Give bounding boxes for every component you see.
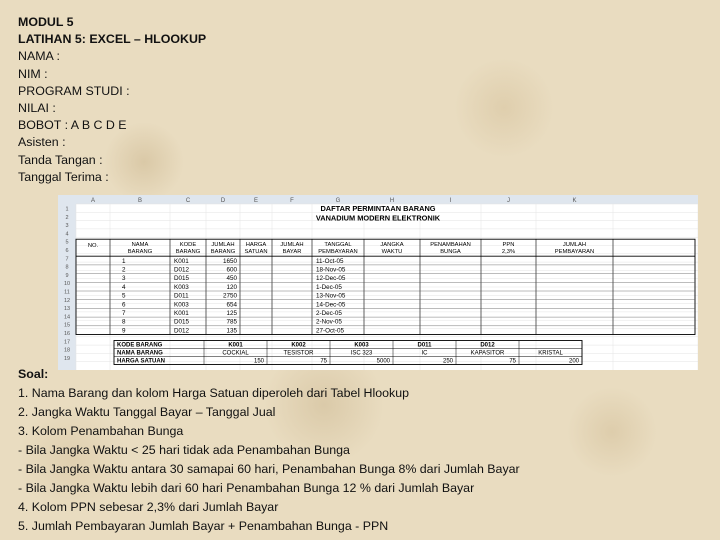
lookup-price: 75 bbox=[509, 358, 516, 365]
question-item: - Bila Jangka Waktu antara 30 samapai 60 hari, Penambahan Bunga 8% dari Jumlah Bayar bbox=[18, 462, 520, 476]
table-header-text: BARANG bbox=[175, 249, 201, 256]
cell-tanggal-pembayaran: 11-Oct-05 bbox=[316, 257, 344, 265]
spreadsheet-image bbox=[58, 195, 698, 370]
field-nama: NAMA : bbox=[18, 49, 60, 64]
lookup-label: HARGA SATUAN bbox=[117, 358, 165, 365]
cell-tanggal-pembayaran: 2-Dec-05 bbox=[316, 310, 342, 317]
question-item: 4. Kolom PPN sebesar 2,3% dari Jumlah Bayar bbox=[18, 500, 279, 514]
cell-kode-barang: D011 bbox=[174, 292, 189, 300]
cell-kode-barang: D015 bbox=[174, 318, 190, 326]
questions-section bbox=[18, 365, 520, 536]
lookup-price: 200 bbox=[568, 358, 579, 365]
row-number: 1 bbox=[65, 206, 69, 213]
row-number: 10 bbox=[63, 281, 71, 288]
cell-jumlah-barang: 2750 bbox=[222, 292, 237, 300]
row-number: 9 bbox=[65, 272, 69, 279]
table-header-text: BAYAR bbox=[282, 249, 302, 256]
row-number: 4 bbox=[65, 231, 69, 238]
row-number: 14 bbox=[63, 314, 71, 321]
field-asisten: Asisten : bbox=[18, 135, 66, 150]
field-bobot: BOBOT : A B C D E bbox=[18, 118, 127, 133]
field-nilai: NILAI : bbox=[18, 101, 56, 116]
cell-no: 5 bbox=[122, 292, 126, 300]
row-number: 5 bbox=[65, 239, 69, 246]
lookup-name: KAPASITOR bbox=[470, 350, 505, 357]
lookup-name: ISC 323 bbox=[350, 350, 373, 357]
question-item: 3. Kolom Penambahan Bunga bbox=[18, 424, 184, 438]
table-header-text: KODE bbox=[179, 242, 197, 249]
questions-heading: Soal: bbox=[18, 367, 49, 381]
cell-no: 9 bbox=[122, 327, 126, 335]
cell-kode-barang: K001 bbox=[174, 257, 189, 265]
cell-no: 6 bbox=[122, 301, 126, 309]
assignment-header bbox=[18, 14, 206, 186]
lookup-name: IC bbox=[421, 350, 428, 357]
field-program-studi: PROGRAM STUDI : bbox=[18, 83, 130, 98]
lookup-name: KRISTAL bbox=[538, 350, 563, 357]
sheet-title: DAFTAR PERMINTAAN BARANG bbox=[320, 204, 436, 213]
column-letter: H bbox=[389, 198, 395, 204]
table-header-text: JUMLAH bbox=[211, 242, 235, 249]
cell-tanggal-pembayaran: 27-Oct-05 bbox=[316, 327, 344, 335]
cell-tanggal-pembayaran: 13-Nov-05 bbox=[316, 292, 346, 300]
cell-tanggal-pembayaran: 2-Nov-05 bbox=[316, 318, 342, 326]
lookup-code: K001 bbox=[228, 342, 243, 349]
spreadsheet-svg bbox=[58, 195, 698, 370]
table-header-text: NO. bbox=[87, 243, 99, 250]
lookup-price: 150 bbox=[253, 358, 264, 365]
table-header-text: BUNGA bbox=[440, 249, 461, 256]
lookup-code: K002 bbox=[291, 342, 306, 349]
column-letter: F bbox=[290, 198, 294, 204]
question-item: 2. Jangka Waktu Tanggal Bayar – Tanggal Jual bbox=[18, 405, 276, 419]
table-header-text: PENAMBAHAN bbox=[430, 242, 471, 249]
cell-jumlah-barang: 120 bbox=[226, 283, 237, 291]
row-number: 12 bbox=[63, 297, 71, 304]
lookup-price: 75 bbox=[320, 358, 327, 365]
cell-tanggal-pembayaran: 1-Dec-05 bbox=[316, 283, 342, 291]
table-header-text: BARANG bbox=[127, 249, 153, 256]
question-item: 1. Nama Barang dan kolom Harga Satuan diperoleh dari Tabel Hlookup bbox=[18, 386, 410, 400]
question-item: 5. Jumlah Pembayaran Jumlah Bayar + Penambahan Bunga - PPN bbox=[18, 519, 389, 533]
column-header-bar bbox=[58, 195, 698, 204]
table-header-text: HARGA bbox=[245, 242, 267, 249]
column-letter: D bbox=[220, 198, 226, 204]
lookup-code: D012 bbox=[480, 342, 495, 349]
row-number: 16 bbox=[63, 331, 71, 337]
cell-no: 8 bbox=[122, 318, 126, 326]
lookup-name: COCKIAL bbox=[222, 350, 249, 357]
row-number: 19 bbox=[63, 355, 71, 362]
table-header-text: NAMA bbox=[131, 242, 149, 249]
row-number: 8 bbox=[65, 264, 69, 271]
lookup-label: NAMA BARANG bbox=[117, 350, 163, 357]
row-number: 11 bbox=[64, 289, 70, 296]
lookup-code: D011 bbox=[417, 342, 432, 349]
table-header-text: BARANG bbox=[210, 249, 236, 256]
column-letter: B bbox=[137, 198, 143, 204]
cell-kode-barang: K001 bbox=[174, 310, 189, 317]
cell-no: 4 bbox=[122, 283, 126, 291]
table-header-text: JUMLAH bbox=[562, 242, 587, 249]
column-letter: K bbox=[572, 198, 577, 204]
lookup-price: 5000 bbox=[376, 358, 390, 365]
column-letter: J bbox=[507, 198, 510, 204]
column-letter: C bbox=[185, 198, 191, 204]
cell-jumlah-barang: 135 bbox=[226, 327, 237, 335]
row-number: 15 bbox=[63, 322, 71, 329]
lookup-code: K003 bbox=[354, 342, 369, 349]
table-header-text: 2,3% bbox=[501, 249, 516, 256]
row-number: 6 bbox=[65, 248, 69, 254]
cell-kode-barang: D012 bbox=[174, 266, 190, 274]
row-number: 18 bbox=[63, 347, 71, 354]
row-number: 7 bbox=[65, 256, 69, 263]
cell-tanggal-pembayaran: 12-Dec-05 bbox=[316, 275, 346, 283]
cell-no: 1 bbox=[122, 257, 126, 265]
lookup-price: 250 bbox=[442, 358, 453, 365]
table-header-text: TANGGAL bbox=[324, 242, 352, 249]
cell-no: 2 bbox=[122, 266, 126, 274]
cell-tanggal-pembayaran: 18-Nov-05 bbox=[316, 266, 346, 274]
table-header-text: PEMBAYARAN bbox=[318, 249, 358, 256]
column-letter: G bbox=[335, 198, 341, 204]
table-header-text: PEMBAYARAN bbox=[554, 249, 595, 256]
module-title: MODUL 5 bbox=[18, 15, 74, 29]
cell-jumlah-barang: 600 bbox=[226, 266, 237, 274]
field-tanggal-terima: Tanggal Terima : bbox=[18, 169, 109, 184]
table-header-text: JUMLAH bbox=[280, 242, 304, 249]
row-number: 17 bbox=[63, 339, 71, 346]
field-nim: NIM : bbox=[18, 66, 48, 81]
cell-no: 7 bbox=[122, 310, 126, 317]
question-item: - Bila Jangka Waktu lebih dari 60 hari Penambahan Bunga 12 % dari Jumlah Bayar bbox=[18, 481, 475, 495]
row-number: 13 bbox=[63, 306, 71, 313]
cell-kode-barang: D015 bbox=[174, 275, 190, 283]
field-tanda-tangan: Tanda Tangan : bbox=[18, 152, 103, 167]
cell-jumlah-barang: 125 bbox=[226, 310, 237, 317]
column-letter: E bbox=[253, 198, 259, 204]
table-header-text: WAKTU bbox=[381, 249, 403, 256]
row-number: 3 bbox=[65, 223, 69, 230]
cell-kode-barang: K003 bbox=[174, 301, 189, 309]
table-header-text: SATUAN bbox=[244, 249, 268, 256]
lookup-label: KODE BARANG bbox=[117, 342, 163, 349]
cell-jumlah-barang: 1650 bbox=[222, 257, 237, 265]
cell-jumlah-barang: 654 bbox=[226, 301, 237, 309]
table-header-text: PPN bbox=[502, 242, 515, 249]
row-number: 2 bbox=[65, 214, 69, 221]
cell-jumlah-barang: 450 bbox=[226, 275, 237, 283]
question-item: - Bila Jangka Waktu < 25 hari tidak ada Penambahan Bunga bbox=[18, 443, 350, 457]
column-letter: I bbox=[449, 198, 452, 204]
cell-kode-barang: K003 bbox=[174, 283, 189, 291]
table-header-text: JANGKA bbox=[380, 242, 404, 249]
column-letter: A bbox=[90, 198, 96, 204]
exercise-title: LATIHAN 5: EXCEL – HLOOKUP bbox=[18, 32, 207, 47]
cell-tanggal-pembayaran: 14-Dec-05 bbox=[316, 301, 346, 309]
cell-jumlah-barang: 785 bbox=[226, 318, 237, 326]
sheet-subtitle: VANADIUM MODERN ELEKTRONIK bbox=[315, 213, 441, 223]
cell-no: 3 bbox=[122, 275, 126, 283]
cell-kode-barang: D012 bbox=[174, 327, 190, 335]
lookup-name: TESISTOR bbox=[283, 350, 314, 357]
